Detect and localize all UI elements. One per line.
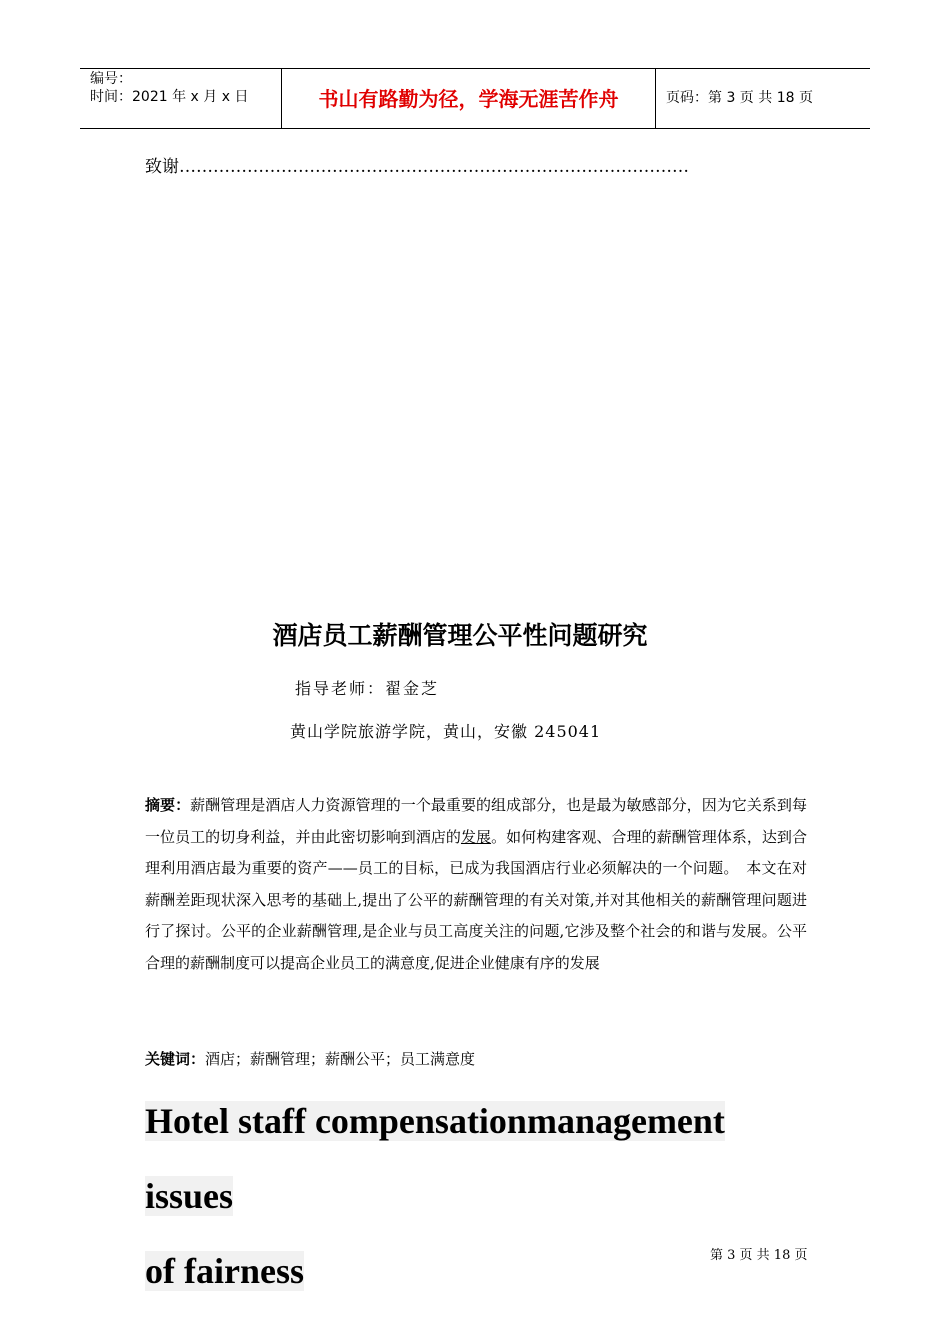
abstract <box>145 790 807 979</box>
header-info-cell <box>80 69 282 128</box>
keywords-text: 酒店；薪酬管理；薪酬公平；员工满意度 <box>205 1050 476 1068</box>
page-header <box>80 68 870 129</box>
page-footer: 第 3 页 共 18 页 <box>710 1248 808 1263</box>
abstract-text-1: 薪酬管理是酒店人力资源管理的一个最重要的组成部分，也是最为敏感部分，因为它关系到每一位员工的切身利益，并由此密切影响到酒店的 <box>145 796 807 846</box>
paper-title: 酒店员工薪酬管理公平性问题研究 <box>272 621 648 650</box>
english-title-line-2: of fairness <box>145 1251 304 1291</box>
header-page-cell <box>656 69 870 128</box>
abstract-link-development[interactable]: 发展 <box>460 827 492 846</box>
header-motto-cell <box>282 69 656 128</box>
advisor-line: 指导老师：翟金芝 <box>295 679 440 698</box>
abstract-label: 摘要： <box>145 796 191 814</box>
header-page-info: 页码：第 3 页 共 18 页 <box>666 90 813 106</box>
date-label: 时间：2021 年 x 月 x 日 <box>90 89 249 105</box>
keywords-label: 关键词： <box>145 1050 206 1068</box>
header-motto: 书山有路勤为径，学海无涯苦作舟 <box>318 87 619 111</box>
affiliation-line: 黄山学院旅游学院，黄山，安徽 245041 <box>290 722 602 741</box>
toc-acknowledgement: 致谢……………………………………………………………………………… <box>145 157 689 177</box>
serial-number-label: 编号： <box>90 71 132 87</box>
english-title <box>145 1084 813 1309</box>
abstract-text-2: 。如何构建客观、合理的薪酬管理体系，达到合理利用酒店最为重要的资产——员工的目标，已成为我国酒店行业必须解决的一个问题。 本文在对薪酬差距现状深入思考的基础上,提出了公平的薪酬管理的有关对策,并对其他相关的薪酬管理问题进行了探讨。公平的企业薪酬管理,是企业与员工高度关注的问题,它涉及整个社会的和谐与发展。公平合理的薪酬制度可以提高企业员工的满意度,促进企业健康有序的发展 <box>145 827 807 972</box>
english-title-line-1: Hotel staff compensationmanagement issues <box>145 1101 725 1216</box>
keywords <box>145 1047 807 1071</box>
